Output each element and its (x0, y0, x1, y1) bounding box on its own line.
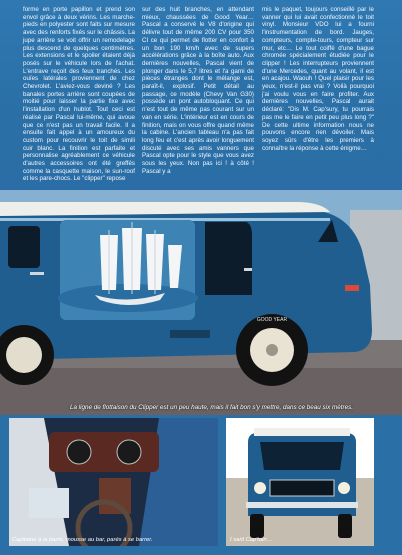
center-console (99, 478, 131, 514)
side-marker-light (345, 285, 359, 291)
gauge-left (67, 440, 91, 464)
column-3-text: mis le paquet, toujours conseillé par le vanner qui lui avait confectionné le toit vinyl. Monsieur VDO lui a fourni l'instrumentation de bord. Jauges, compteurs, compte-tours, compteur sur mur, etc… Le tout coiffé d'une bague chromée spécialement étudiée pour le clipper ! Les interrupteurs proviennent d'une Mercedes, quant au volant, il est en acajou. Waouh ! Quel plaisir pour les yeux, n'est-il pas vrai ? Voilà pourquoi j'ai voulu vous en faire profiter. Aux dernières nouvelles, Pascal aurait déclaré: "Dis M. Cap'sury, tu pourrais pas me le faire en petit peu plus long ?" De cette ultime information nous ne pouvons encore rien dévoiler. Mais soyez sûrs d'être les premiers à connaître la réponse à cette énigme… (262, 6, 374, 152)
main-photo-caption: La ligne de flottaison du Clipper est un peu haute, mais il fait bon s'y mettre, dans ce beau six mètres. (70, 404, 353, 411)
tire-brand-text: GOOD YEAR (256, 317, 288, 323)
van-rear-window (8, 226, 40, 268)
interior-illustration (9, 418, 218, 546)
article-column-1 (23, 6, 135, 183)
van-front-window (205, 222, 252, 295)
door-handle (30, 272, 44, 275)
van-front-roof (254, 428, 350, 436)
wheel-left (250, 514, 264, 538)
gauge-right (117, 440, 141, 464)
windshield (260, 442, 344, 470)
column-2-text: sur des huit branches, en attendant mieux, chaussées de Good Year… Pascal a conservé le V8 d'origine qui délivre tout de même 200 CV pour 350 CI ce qui permet de flotter en confort à un bon 190 km/h avec de supers accélérations grâce à la boîte auto. Aux dernières nouvelles, Pascal vient de plonger dans le 5,7 litres et l'a garni de pièces étranges dont le mélange est, paraît-il, explosif. Petit détail au passage, ce modèle (Chevy Van G30) possède un pont autobloquant. Ce qui n'est tout de même pas courant sur un van en série. L'intérieur est en cours de finition, mais on vous offre quand même la cabine. L'ancien tableau n'a pas fait long feu et c'est après avoir longuement discuté avec ses amis vanners que Pascal opte pour le style que vous avez sous les yeux. Non pas ici ! à côté ! Pascal y a (142, 6, 254, 175)
side-step (170, 330, 210, 338)
front-photo-caption: I said Cap'tain… (230, 537, 273, 543)
front-hub (266, 344, 278, 356)
van-front-illustration (226, 418, 374, 546)
van-illustration (0, 190, 402, 415)
bumper (246, 502, 358, 508)
interior-photo (9, 418, 218, 546)
rear-rim (6, 337, 42, 373)
wheel-right (338, 514, 352, 538)
article-column-2 (142, 6, 254, 175)
seat-cushion (29, 488, 69, 518)
grille (270, 480, 334, 496)
headlight-right (338, 482, 350, 494)
article-column-3 (262, 6, 374, 152)
front-door-handle (244, 268, 252, 271)
column-1-text: forme en porte papillon et prend son envol grâce à deux vérins. Les marche-pieds en polyester sont faits sur mesure avec des renforts fixés sur le châssis. La jupe arrière se voit offrir un remodelage plus descend de quelques centimètres. Les extensions et le spoiler étaient déjà posés sur le véhicule lors de l'achat. L'entrave reçoit des feux tranchés. Les ouïes latérales proviennent de chez Chevrolet. L'aviez-vous deviné ? Les banales portes arrière sont coupées de moitié pour laisser la partie fixe avec l'installation d'un hublot. Tout ceci est réalisé par Pascal lui-même, qui avoue que ce n'est pas un travail facile. Il a ensuite fait appel à un amoureux du custom pour recouvrir le toit de simili cuir blanc. La finition est parfaite et personnalise agréablement ce véhicule d'autres accessoires ont été greffés comme la casquette maison, le sun-roof et les pare-chocs. Le "clipper" repose (23, 6, 135, 183)
dashboard (49, 432, 159, 472)
van-side-photo (0, 190, 402, 415)
headlight-left (254, 482, 266, 494)
interior-photo-caption: Capitaine à la barre, mousse au bar, parés à se barrer. (12, 537, 153, 543)
van-front-photo (226, 418, 374, 546)
article-text-area (0, 0, 402, 200)
